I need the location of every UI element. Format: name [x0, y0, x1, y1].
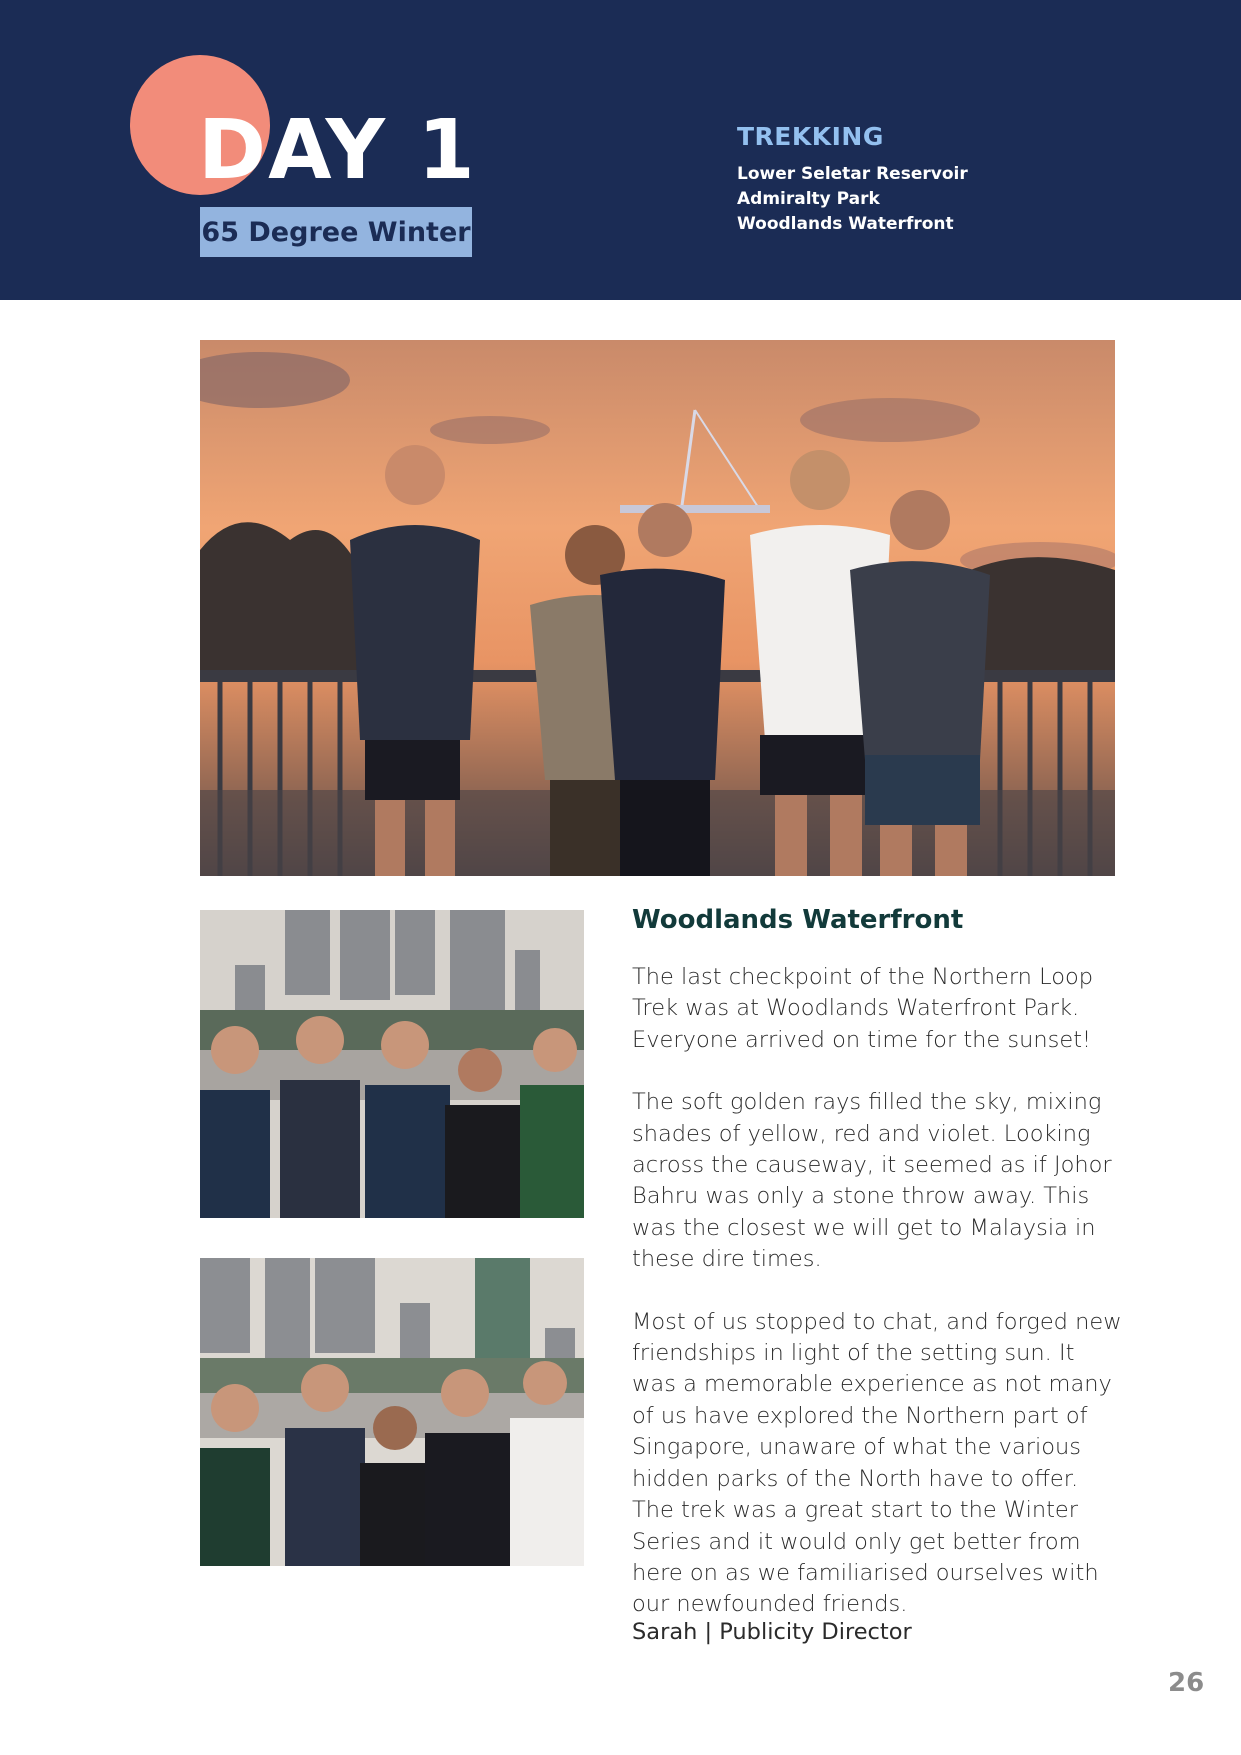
subtitle-badge	[200, 207, 472, 257]
article-paragraph: Most of us stopped to chat, and forged new friendships in light of the setting sun. It was a memorable experience as not many of us have explored the Northern part of Singapore, unaware of what the various hidden parks of the North have to offer. The trek was a great start to the Winter Series and it would only get better from here on as we familiarised ourselves with our newfounded friends.	[632, 1308, 1122, 1618]
group-photo-sunset	[200, 340, 1115, 876]
location-item: Lower Seletar Reservoir	[737, 164, 968, 184]
page-number: 26	[1168, 1668, 1205, 1698]
location-item: Admiralty Park	[737, 189, 880, 209]
article-heading: Woodlands Waterfront	[632, 905, 964, 935]
subtitle-text: 65 Degree Winter	[201, 216, 471, 248]
day-title: DAY 1	[198, 103, 477, 198]
activity-label: TREKKING	[737, 122, 884, 151]
author-byline: Sarah | Publicity Director	[632, 1619, 912, 1645]
group-photo-skyline-1	[200, 910, 584, 1218]
article-body	[632, 962, 1122, 1652]
location-list	[737, 162, 968, 237]
article-paragraph: The last checkpoint of the Northern Loop Trek was at Woodlands Waterfront Park. Everyone arrived on time for the sunset!	[632, 964, 1094, 1053]
group-photo-skyline-2	[200, 1258, 584, 1566]
location-item: Woodlands Waterfront	[737, 214, 954, 234]
header-banner	[0, 0, 1241, 300]
article-paragraph: The soft golden rays filled the sky, mixing shades of yellow, red and violet. Looking across the causeway, it seemed as if Johor Bahru was only a stone throw away. This was the closest we will get to Malaysia in these dire times.	[632, 1089, 1112, 1273]
